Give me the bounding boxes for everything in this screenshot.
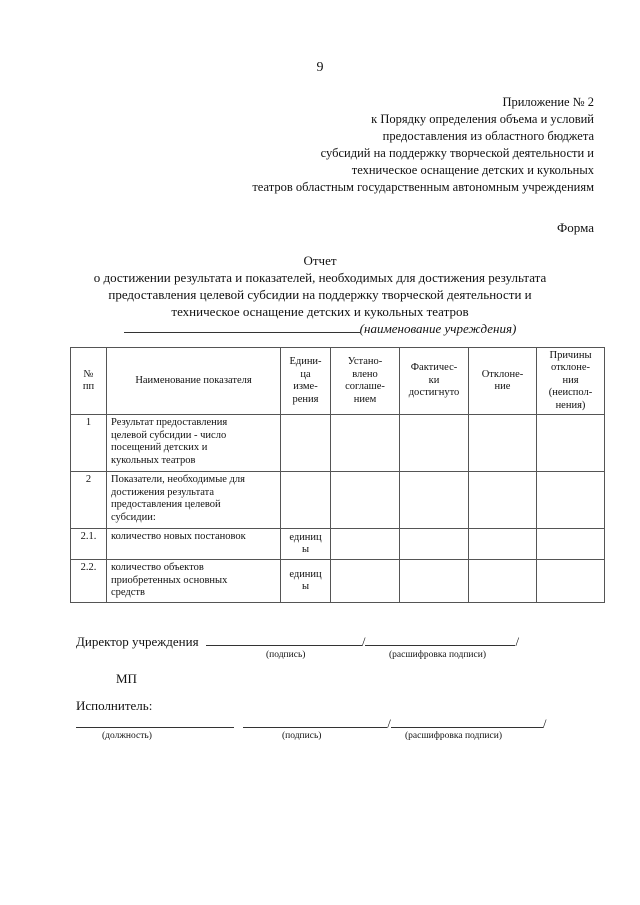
table-row — [71, 529, 605, 560]
institution-row — [0, 320, 640, 337]
page-number: 9 — [316, 60, 324, 75]
row-number: 2.1. — [71, 529, 107, 560]
row-agreed-cell[interactable] — [331, 560, 400, 603]
row-unit-cell[interactable]: единиц ы — [281, 560, 331, 603]
executor-signature-line[interactable] — [243, 715, 387, 728]
row-reasons-cell[interactable] — [537, 529, 605, 560]
director-decode-line[interactable] — [365, 633, 515, 646]
report-title-block — [0, 252, 640, 337]
report-table — [70, 347, 605, 603]
appendix-line: театров областным государственным автономным учреждениям — [252, 180, 594, 194]
header-name: Наименование показателя — [107, 348, 281, 415]
slash: / — [387, 716, 391, 731]
header-reasons: Причины отклоне- ния (неиспол- нения) — [537, 348, 605, 415]
director-label: Директор учреждения — [76, 634, 199, 649]
row-agreed-cell[interactable] — [331, 472, 400, 529]
form-label: Форма — [557, 220, 594, 235]
slash: / — [515, 634, 520, 649]
appendix-header — [252, 94, 594, 196]
row-deviation-cell[interactable] — [469, 472, 537, 529]
executor-position-line[interactable] — [76, 715, 234, 728]
header-unit: Едини- ца изме- рения — [281, 348, 331, 415]
executor-decode-line[interactable] — [391, 715, 543, 728]
appendix-line: Приложение № 2 — [502, 95, 594, 109]
appendix-line: предоставления из областного бюджета — [382, 129, 594, 143]
row-reasons-cell[interactable] — [537, 560, 605, 603]
table-row — [71, 560, 605, 603]
slash: / — [361, 634, 366, 649]
row-number: 2 — [71, 472, 107, 529]
row-indicator-name: Показатели, необходимые для достижения результата предоставления целевой субсидии: — [107, 472, 281, 529]
row-actual-cell[interactable] — [400, 415, 469, 472]
director-signature-line[interactable] — [206, 633, 362, 646]
row-indicator-name: количество объектов приобретенных основных средств — [107, 560, 281, 603]
row-indicator-name: количество новых постановок — [107, 529, 281, 560]
row-number: 2.2. — [71, 560, 107, 603]
row-agreed-cell[interactable] — [331, 529, 400, 560]
row-deviation-cell[interactable] — [469, 415, 537, 472]
header-actual: Фактичес- ки достигнуто — [400, 348, 469, 415]
table-header-row — [71, 348, 605, 415]
row-number: 1 — [71, 415, 107, 472]
header-num: № пп — [71, 348, 107, 415]
report-subtitle-line: техническое оснащение детских и кукольных театров — [171, 304, 469, 319]
row-reasons-cell[interactable] — [537, 472, 605, 529]
row-actual-cell[interactable] — [400, 529, 469, 560]
director-decode-hint: (расшифровка подписи) — [389, 650, 486, 660]
appendix-line: субсидий на поддержку творческой деятельности и — [320, 146, 594, 160]
institution-label: (наименование учреждения) — [359, 321, 517, 336]
slash: / — [542, 716, 547, 731]
appendix-line: техническое оснащение детских и кукольных — [351, 163, 594, 177]
director-signature-row — [76, 633, 519, 650]
executor-signature-row — [76, 715, 547, 732]
appendix-line: к Порядку определения объема и условий — [371, 112, 594, 126]
row-deviation-cell[interactable] — [469, 529, 537, 560]
table-row — [71, 415, 605, 472]
row-unit-cell[interactable]: единиц ы — [281, 529, 331, 560]
stamp-label: МП — [116, 671, 137, 686]
director-signature-hint: (подпись) — [266, 650, 306, 660]
row-unit-cell[interactable] — [281, 472, 331, 529]
row-deviation-cell[interactable] — [469, 560, 537, 603]
row-actual-cell[interactable] — [400, 472, 469, 529]
header-agreed: Устано- влено соглаше- нием — [331, 348, 400, 415]
header-deviation: Отклоне- ние — [469, 348, 537, 415]
row-indicator-name: Результат предоставления целевой субсидии - число посещений детских и кукольных театров — [107, 415, 281, 472]
row-agreed-cell[interactable] — [331, 415, 400, 472]
executor-signature-hint: (подпись) — [282, 731, 322, 741]
row-unit-cell[interactable] — [281, 415, 331, 472]
report-subtitle-line: о достижении результата и показателей, необходимых для достижения результата — [93, 270, 547, 285]
row-actual-cell[interactable] — [400, 560, 469, 603]
executor-label: Исполнитель: — [76, 698, 153, 713]
executor-decode-hint: (расшифровка подписи) — [405, 731, 502, 741]
table-row — [71, 472, 605, 529]
row-reasons-cell[interactable] — [537, 415, 605, 472]
report-title: Отчет — [303, 253, 337, 268]
institution-input-line[interactable] — [124, 320, 360, 333]
executor-position-hint: (должность) — [102, 731, 152, 741]
report-subtitle-line: предоставления целевой субсидии на поддержку творческой деятельности и — [108, 287, 532, 302]
